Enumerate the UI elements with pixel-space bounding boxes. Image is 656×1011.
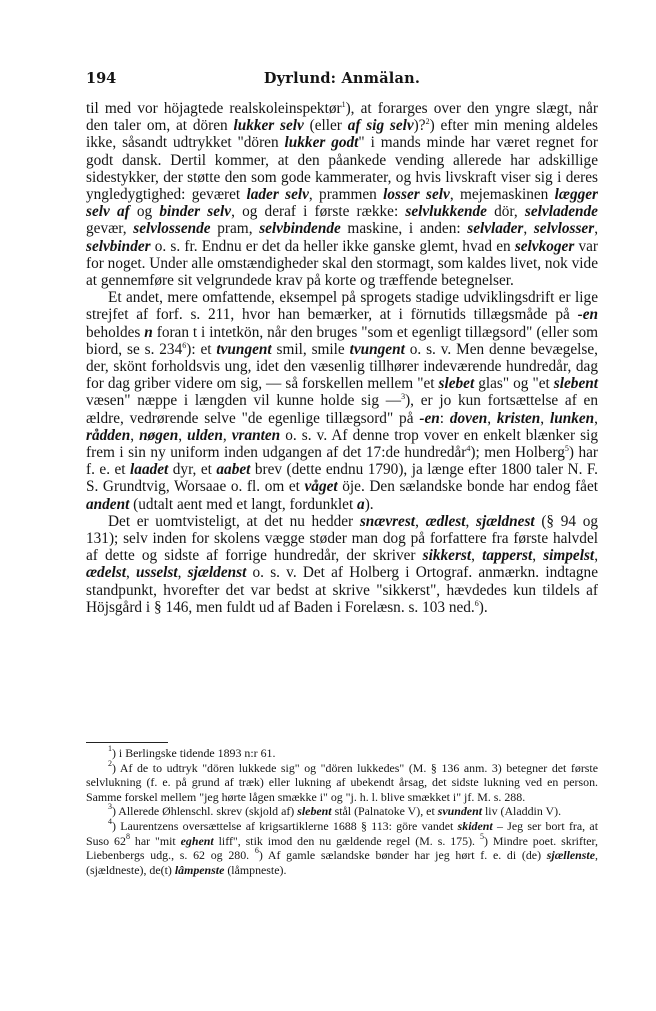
text-run: ) Af de to udtryk "dören lukkede sig" og "dören lukkedes" (M. § 136 anm. 3) betegner det første selvlukning (f. e. på grund af træk) eller lukning af ubekendt årsag, det sidste lukning ved en person. Samme forskel mellem "jeg hørte lågen smække i" og "j. h. l. blive smækket i" jf. M. s. 288.	[86, 760, 598, 804]
text-run: ) i Berlingske tidende 1893 n:r 61.	[112, 746, 276, 760]
footnote	[86, 758, 598, 805]
paragraph	[86, 289, 598, 513]
emphasized-text: tvungent	[216, 340, 272, 358]
text-run: smil, smile	[271, 340, 350, 358]
emphasized-text: laadet	[130, 461, 169, 479]
emphasized-text: sjældnest	[476, 512, 535, 530]
text-run: glas" og "et	[474, 375, 554, 393]
text-run: , og deraf i første række:	[231, 203, 406, 221]
text-run: (eller	[303, 117, 348, 135]
text-run: ).	[364, 495, 374, 513]
text-run: ) Laurentzens oversættelse af krigsartiklerne 1688 § 113: göre vandet	[112, 818, 458, 833]
text-run: liff", stik imod den nu gældende regel (M. s. 175).	[213, 833, 480, 848]
text-run: ,	[540, 409, 550, 427]
emphasized-text: aabet	[216, 461, 251, 479]
footnote-marker: 1	[341, 100, 346, 109]
emphasized-text: n	[144, 323, 153, 341]
emphasized-text: lukker selv	[233, 117, 304, 135]
emphasized-text: eghent	[180, 833, 214, 848]
text-run: væsen" næppe i længden vil kunne holde sig —	[86, 392, 402, 410]
text-run: , mejemaskinen	[449, 186, 555, 204]
text-run: ) Mindre poet. skrifter, Liebenbergs udg., s. 62 og 280.	[86, 833, 598, 863]
emphasized-text: tvungent	[349, 340, 405, 358]
emphasized-text: selvkoger	[514, 237, 575, 255]
text-run: ,	[594, 547, 599, 565]
text-run: , (sjældneste), de(t)	[86, 848, 598, 877]
text-run: ,	[177, 564, 188, 582]
footnote	[86, 804, 598, 819]
text-run: dör,	[486, 203, 525, 221]
emphasized-text: -en	[419, 409, 440, 427]
emphasized-text: losser selv	[383, 186, 450, 204]
emphasized-text: selvladende	[524, 203, 598, 221]
emphasized-text: sikkerst	[422, 547, 472, 565]
text-run: ,	[125, 564, 136, 582]
text-run: og	[129, 203, 160, 221]
text-run: ,	[415, 512, 426, 530]
text-run: ), at forarges over den yngre slægt, når den taler om, at dören	[86, 100, 598, 135]
text-run: ,	[178, 426, 188, 444]
emphasized-text: lâmpenste	[174, 862, 225, 877]
footnotes	[86, 746, 598, 877]
footnote-marker: 3	[108, 802, 112, 812]
text-run: o. s. v. Men denne bevægelse, der, skönt forholdsvis ung, idet den væsenlig tillhører indeværende hundredår, dag for dag griber videre om sig, — så forskellen mellem "et	[86, 340, 598, 393]
text-run: (§ 94 og 131); selv inden for skolens vægge støder man dog på forfattere fra første halvdel af dette og sidste af forrige hundredår, der skriver	[86, 512, 598, 565]
text-run: :	[439, 409, 450, 427]
emphasized-text: rådden	[86, 426, 131, 444]
emphasized-text: ædlest	[425, 512, 466, 530]
emphasized-text: sjældenst	[187, 564, 247, 582]
text-run: ,	[471, 547, 483, 565]
footnote-marker: 6	[474, 598, 479, 608]
emphasized-text: binder selv	[159, 203, 232, 221]
text-run: ,	[532, 547, 544, 565]
text-run: Et andet, mere omfattende, eksempel på sprogets stadige udviklingsdrift er lige strejfet af forf. s. 211, hvor han bemærker, at i förnutids tillægsmåde på	[86, 289, 598, 324]
text-run: stål (Palnatoke V), et	[331, 804, 438, 819]
footnote-marker: 5	[564, 444, 569, 454]
footnote-marker: 5	[479, 831, 484, 841]
emphasized-text: slebet	[438, 375, 475, 393]
text-run: (låmpneste).	[224, 862, 287, 877]
text-run: til med vor höjagtede realskoleinspektør	[86, 100, 342, 117]
paragraph	[86, 513, 598, 616]
emphasized-text: våget	[304, 478, 338, 496]
emphasized-text: kristen	[496, 409, 541, 427]
text-run: o. s. v. Af denne trop vover en enkelt blænker sig frem i sin ny uniform inden udgangen af det 17:de hundredår	[86, 426, 598, 462]
emphasized-text: sjællenste	[546, 848, 595, 863]
text-run: ) Allerede Øhlenschl. skrev (skjold af)	[112, 804, 298, 819]
emphasized-text: snævrest	[359, 512, 416, 530]
emphasized-text: slebent	[553, 375, 598, 393]
emphasized-text: lukker godt	[284, 134, 359, 152]
text-run: ,	[594, 409, 598, 427]
footnote-marker: 4	[466, 444, 471, 454]
footnote	[86, 746, 598, 761]
footnote-marker: 6	[254, 846, 259, 856]
emphasized-text: slebent	[297, 804, 332, 819]
emphasized-text: ædelst	[86, 564, 126, 582]
emphasized-text: selvbinder	[86, 237, 151, 255]
main-text	[86, 100, 598, 616]
text-run: o. s. fr. Endnu er det da heller ikke ganske glemt, hvad en	[150, 237, 515, 255]
footnote-marker: 1	[108, 744, 112, 753]
emphasized-text: tapperst	[482, 547, 533, 565]
text-run: ).	[478, 598, 488, 616]
emphasized-text: selvbindende	[259, 220, 341, 238]
footnote-marker: 2	[425, 117, 430, 127]
text-run: ,	[222, 426, 232, 444]
text-run: ), er jo kun fortsættelse af en ældre, vedrørende selve "de egenlige tillægsord" på	[86, 392, 598, 427]
text-run: (udtalt aent med et langt, fordunklet	[129, 495, 358, 513]
emphasized-text: doven	[449, 409, 488, 427]
emphasized-text: ulden	[187, 426, 223, 444]
footnote-marker: 8	[125, 831, 130, 841]
emphasized-text: simpelst	[543, 547, 595, 565]
text-run: – Jeg ser bort fra, at Suso 62	[86, 818, 598, 848]
emphasized-text: svundent	[437, 804, 483, 819]
emphasized-text: lader selv	[246, 186, 309, 204]
emphasized-text: andent	[86, 495, 130, 513]
emphasized-text: vranten	[231, 426, 281, 444]
emphasized-text: usselst	[135, 564, 178, 582]
page-number: 194	[86, 70, 117, 87]
text-run: ) efter min mening aldeles ikke, såsandt udtrykket "dören	[86, 117, 598, 152]
text-run: öje. Den sælandske bonde har endog fået	[337, 478, 598, 496]
text-run: ,	[130, 426, 140, 444]
text-run: var for noget. Under alle omstændigheder skal den stormagt, som kaldes livet, nok vide at gennemføre sit velgrundede krav på korte og træffende betegnelser.	[86, 237, 598, 290]
text-run: ) Af gamle sælandske bønder har jeg hørt f. e. di (de)	[258, 848, 547, 863]
text-run: " i mands minde har været regnet for godt dansk. Dertil kommer, at den påankede vending allerede har adskillige sidestykker, der støtte den som gode kammerater, og hvis livskraft viser sig i deres yngledygtighed: geværet	[86, 134, 598, 204]
text-run: ,	[594, 220, 599, 238]
text-run: ,	[487, 409, 497, 427]
text-run: gevær,	[86, 220, 134, 238]
emphasized-text: -en	[577, 306, 598, 324]
footnote-marker: 6	[182, 340, 187, 350]
text-run: foran t i intetkön, når den bruges "som et egenligt tillægsord" (eller som biord, se s. 234	[86, 323, 598, 358]
emphasized-text: nøgen	[139, 426, 179, 444]
emphasized-text: skident	[457, 818, 493, 833]
emphasized-text: lægger selv af	[86, 186, 598, 221]
footnote-marker: 2	[108, 758, 112, 768]
text-run: ); men Holberg	[470, 444, 565, 462]
paragraph	[86, 100, 598, 289]
text-run: ) har f. e. et	[86, 444, 598, 479]
text-run: )?	[413, 117, 426, 135]
text-run: liv (Aladdin V).	[482, 804, 562, 819]
footnote-separator	[86, 742, 168, 743]
footnote-marker: 3	[401, 392, 406, 402]
emphasized-text: selvlosser	[533, 220, 595, 238]
emphasized-text: selvlader	[467, 220, 524, 238]
text-run: Det er uomtvisteligt, at det nu hedder	[108, 512, 360, 530]
emphasized-text: selvlukkende	[405, 203, 487, 221]
text-run: o. s. v. Det af Holberg i Ortograf. anmærkn. indtagne standpunkt, hvorefter det var bedst at skrive "sikkerst", hævdedes kun tildels af Höjsgård i § 146, men fuldt ud af Baden i Forelæsn. s. 103 ned.	[86, 564, 598, 616]
emphasized-text: af sig selv	[347, 117, 414, 135]
text-run: har "mit	[129, 833, 181, 848]
text-run: ,	[465, 512, 477, 530]
text-run: maskine, i anden:	[340, 220, 468, 238]
emphasized-text: a	[357, 495, 365, 513]
running-title: Dyrlund: Anmälan.	[263, 70, 421, 87]
text-run: dyr, et	[168, 461, 217, 479]
footnote	[86, 816, 598, 877]
text-run: pram,	[210, 220, 260, 238]
text-run: brev (dette endnu 1790), ja længe efter 1800 taler N. F. S. Grundtvig, Worsaae o. fl. om et	[86, 461, 598, 496]
text-run: ,	[523, 220, 534, 238]
footnote-marker: 4	[108, 816, 112, 826]
text-run: ): et	[186, 340, 217, 358]
emphasized-text: selvlossende	[133, 220, 211, 238]
text-run: , prammen	[308, 186, 384, 204]
emphasized-text: lunken	[549, 409, 595, 427]
text-run: beholdes	[86, 323, 145, 341]
running-header	[86, 70, 598, 92]
